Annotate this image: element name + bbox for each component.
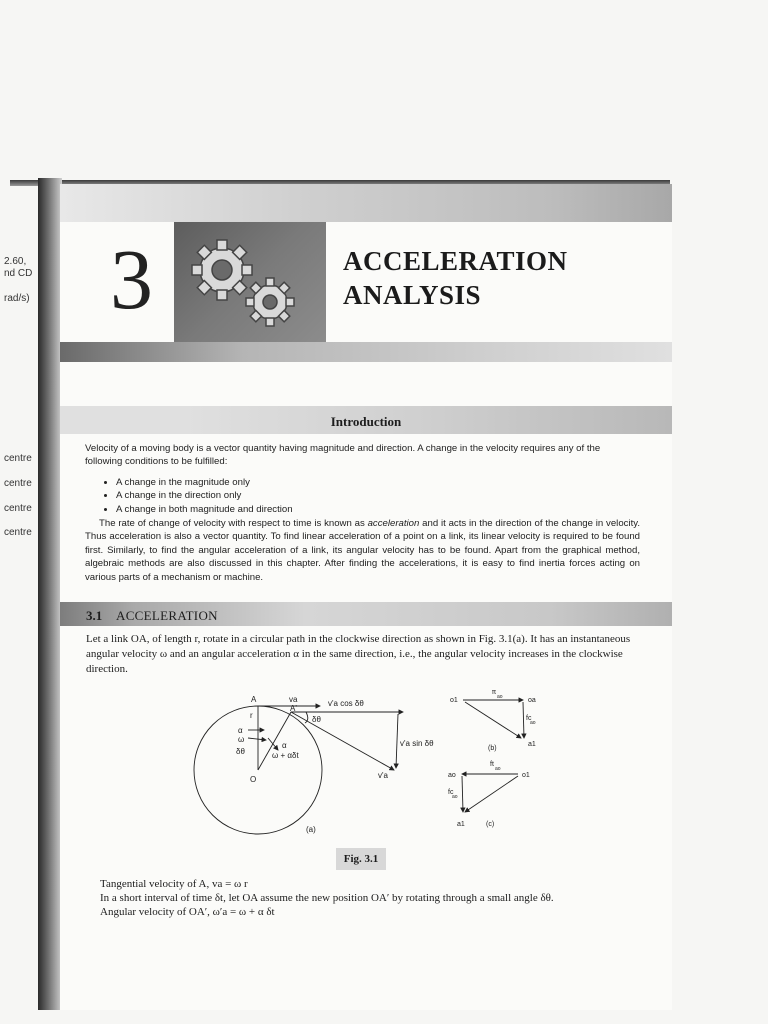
margin-text: nd CD: [4, 268, 33, 279]
label-va-cos: v'a cos δθ: [328, 699, 364, 708]
list-item: • A change in the direction only: [116, 489, 636, 502]
equation-line: Tangential velocity of A, va = ω r: [100, 878, 248, 890]
list-item: • A change in both magnitude and direction: [116, 503, 636, 516]
margin-text: 2.60,: [4, 256, 27, 267]
section-title: ACCELERATION: [116, 608, 218, 623]
label-fc: fc: [448, 789, 454, 796]
label-A-prime: A': [290, 704, 297, 713]
diagram-a: [194, 706, 403, 834]
intro-paragraph-2: [85, 517, 640, 584]
label-A: A: [251, 695, 257, 704]
label-ft: ft: [492, 690, 496, 696]
text-run: and it acts in the direction of the change in velocity. Thus acceleration is also a vector quantity. To find linear acceleration of a point on a link, its linear velocity is required to be found first. Similarly, to find the angular acceleration of a link, its angular velocity has to be found. Apart from the graphical method, algebraic methods are also discussed in this chapter. After finding the accelerations, it is easy to find inertia forces acting on various parts of a mechanism or machine.: [85, 518, 640, 583]
figure-caption: Fig. 3.1: [336, 848, 386, 870]
label-a1: a1: [528, 741, 536, 748]
header-band: [60, 184, 672, 222]
section-number: 3.1: [86, 608, 103, 623]
tag-a: (a): [306, 825, 316, 834]
label-dtheta: δθ: [312, 715, 321, 724]
margin-text: centre: [4, 478, 32, 489]
label-ft: ft: [490, 761, 494, 768]
tag-c: (c): [486, 821, 495, 828]
label-oa: oa: [528, 697, 536, 704]
chapter-number: 3: [110, 231, 153, 327]
label-O: O: [250, 775, 257, 784]
label-ft-sub: ao: [495, 766, 501, 772]
label-va-prime: v'a: [378, 771, 388, 780]
divider-band: [60, 342, 672, 362]
list-item: • A change in the magnitude only: [116, 476, 636, 489]
label-o1: o1: [522, 772, 530, 779]
label-dtheta: δθ: [236, 747, 245, 756]
emphasis: acceleration: [367, 518, 420, 529]
binding-shadow: [38, 178, 62, 1010]
margin-text: rad/s): [4, 293, 30, 304]
diagram-b: [463, 700, 524, 738]
chapter-title-line2: ANALYSIS: [343, 280, 482, 310]
label-va: va: [289, 695, 298, 704]
margin-text: centre: [4, 503, 32, 514]
equation-line: In a short interval of time δt, let OA assume the new position OA′ by rotating through a small angle δθ.: [100, 892, 554, 904]
section-paragraph: Let a link OA, of length r, rotate in a circular path in the clockwise direction as shown in Fig. 3.1(a). It has an instantaneous angular velocity ω and an angular acceleration α in the same direction, i.e., the angular velocity increases in the clockwise direction.: [86, 633, 631, 675]
equation-line: Angular velocity of OA′, ω′a = ω + α δt: [100, 906, 275, 918]
label-va-sin: v'a sin δθ: [400, 739, 434, 748]
text-run: The rate of change of velocity with respect to time is known as: [99, 518, 368, 529]
margin-text: centre: [4, 453, 32, 464]
figure-3-1: [178, 690, 578, 850]
label-alpha: α: [238, 726, 243, 735]
label-fc-sub: ao: [530, 720, 536, 726]
label-ao: ao: [448, 772, 456, 779]
chapter-title-line1: ACCELERATION: [343, 246, 568, 276]
margin-text: centre: [4, 527, 32, 538]
diagram-c: [462, 774, 518, 812]
label-r: r: [250, 711, 253, 720]
label-omega-new: ω + αδt: [272, 751, 299, 760]
label-o1: o1: [450, 697, 458, 704]
gears-icon: [174, 222, 326, 342]
label-omega: ω: [238, 735, 245, 744]
label-fc-sub: ao: [452, 794, 458, 800]
condition-list: [100, 476, 636, 516]
label-alpha: α: [282, 741, 287, 750]
label-fc: fc: [526, 715, 532, 722]
tag-b: (b): [488, 745, 497, 752]
label-a1: a1: [457, 821, 465, 828]
book-page: [60, 184, 672, 1010]
label-ft-sub: ao: [497, 694, 503, 700]
intro-heading: Introduction: [330, 414, 402, 429]
intro-paragraph-1: Velocity of a moving body is a vector quantity having magnitude and direction. A change in the velocity requires any of the following conditions to be fulfilled:: [85, 443, 601, 468]
